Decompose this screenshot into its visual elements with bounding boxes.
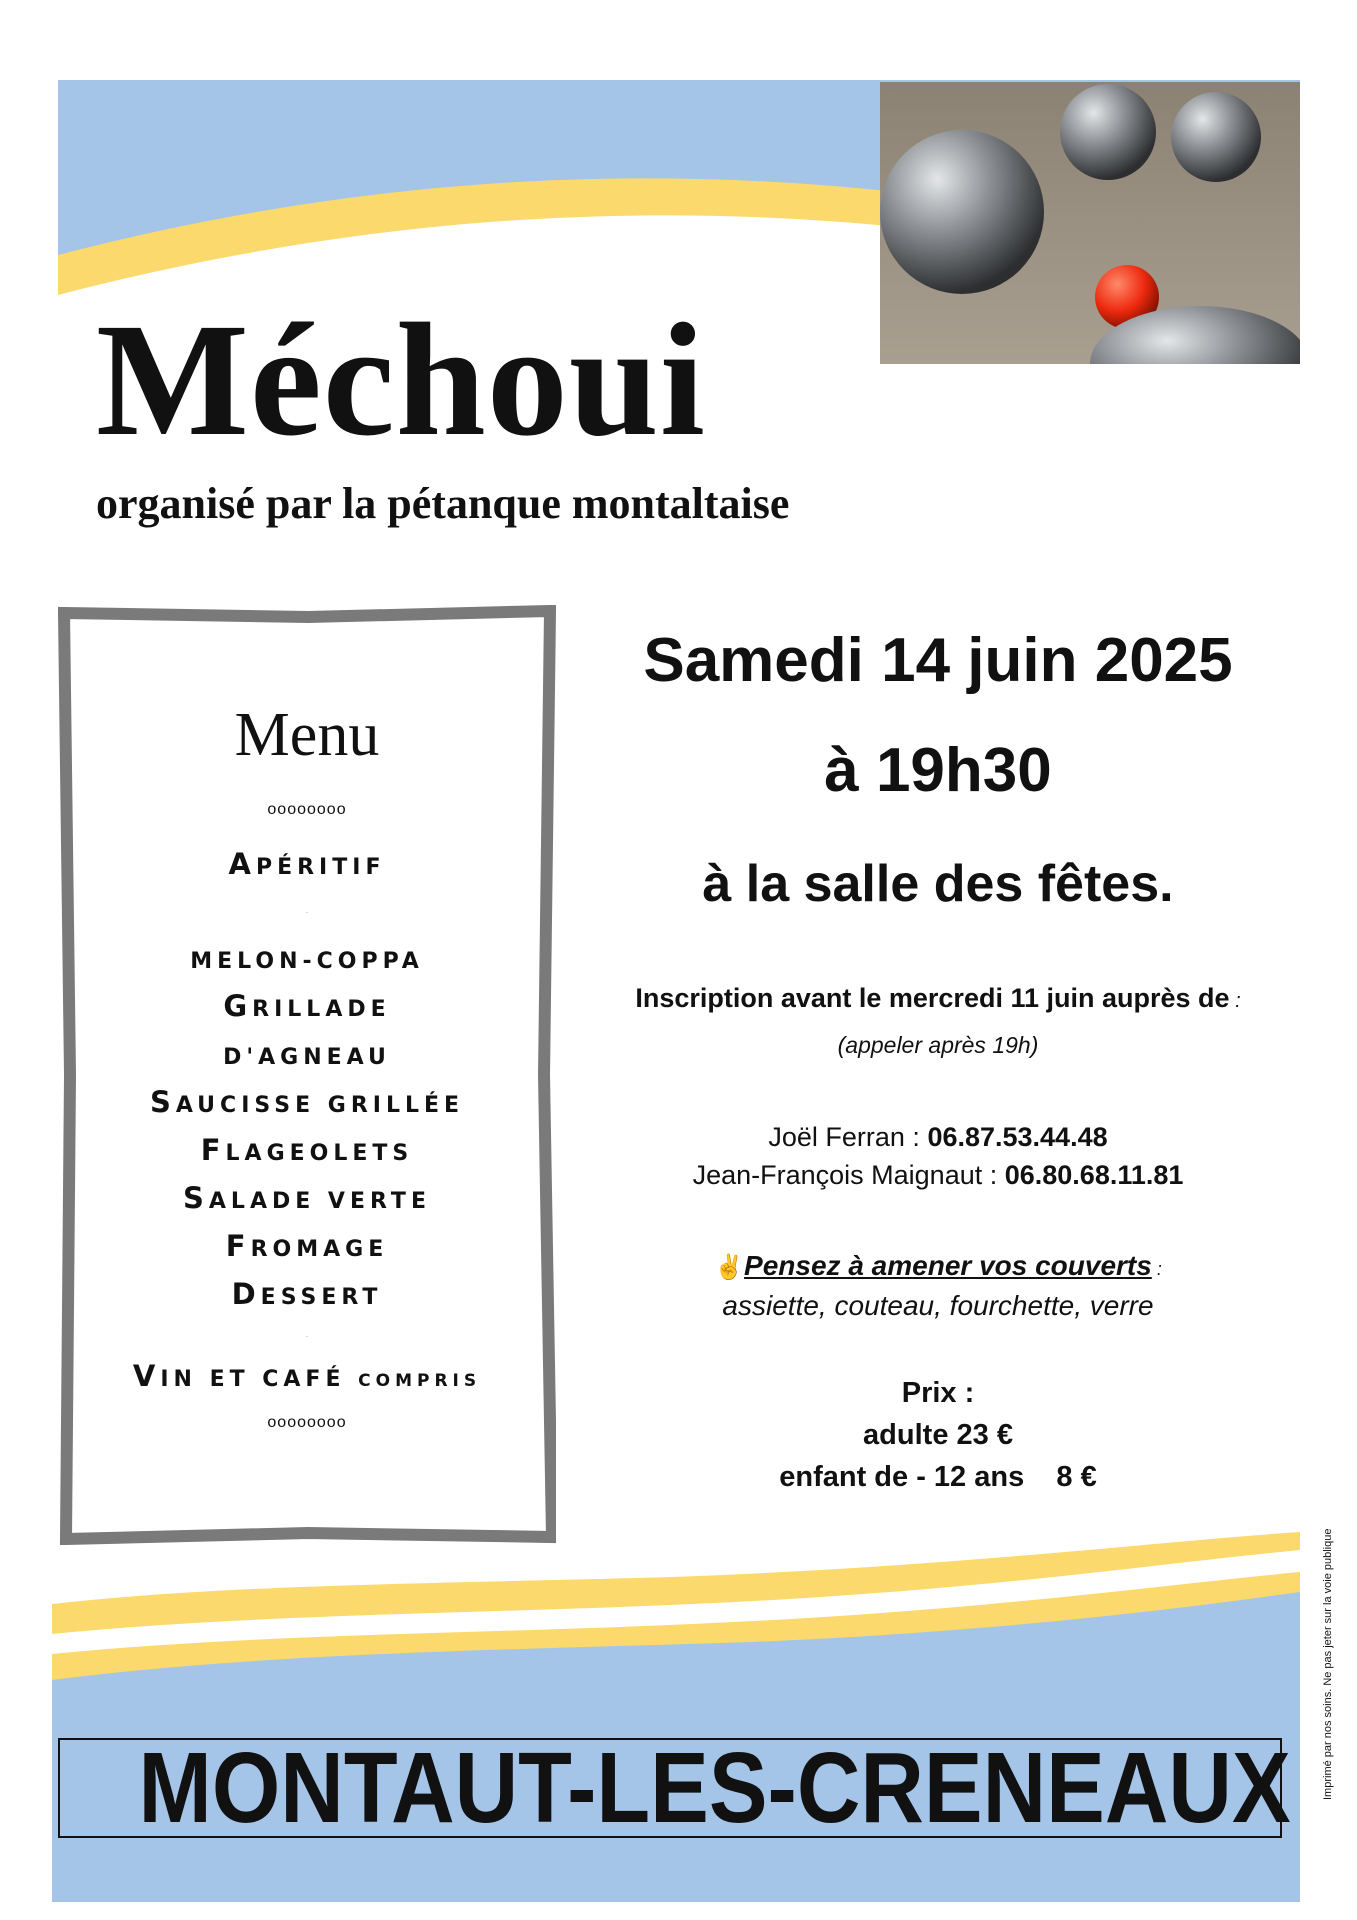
menu-item-wine: VIN ET CAFÉ COMPRIS xyxy=(132,1359,482,1393)
city-box xyxy=(58,1732,1291,1844)
menu-item: DESSERT xyxy=(231,1277,383,1311)
phone-number: 06.87.53.44.48 xyxy=(927,1121,1108,1152)
event-date: Samedi 14 juin 2025 xyxy=(643,626,1233,695)
hand-icon: ✌ xyxy=(714,1253,745,1281)
petanque-balls-photo xyxy=(880,82,1300,364)
boule-back-right xyxy=(1171,92,1261,182)
menu-item: SAUCISSE GRILLÉE xyxy=(149,1085,465,1119)
poster-subtitle: organisé par la pétanque montaltaise xyxy=(96,479,790,528)
print-notice: Imprimé par nos soins. Ne pas jeter sur la voie publique xyxy=(1322,1528,1334,1800)
bottom-wave-band xyxy=(52,1522,1300,1902)
menu-item: SALADE VERTE xyxy=(183,1181,431,1215)
menu-content xyxy=(66,612,548,1431)
contact-ferran: Joël Ferran : 06.87.53.44.48 xyxy=(768,1121,1108,1152)
menu-tiny-mark: · xyxy=(306,1334,308,1340)
price-adult: adulte 23 € xyxy=(863,1419,1013,1452)
event-place: à la salle des fêtes. xyxy=(702,855,1174,913)
menu-dots-bottom: oooooooo xyxy=(267,1414,347,1431)
menu-dots-top: oooooooo xyxy=(267,801,347,818)
menu-item: D'AGNEAU xyxy=(223,1045,391,1070)
cutlery-items: assiette, couteau, fourchette, verre xyxy=(722,1289,1154,1321)
menu-heading: Menu xyxy=(234,701,380,769)
contact-maignaut: Jean-François Maignaut : 06.80.68.11.81 xyxy=(692,1159,1184,1190)
price-child: enfant de - 12 ans 8 € xyxy=(779,1461,1097,1494)
prices xyxy=(568,1372,1308,1498)
boule-front xyxy=(880,130,1044,294)
menu-item: FROMAGE xyxy=(225,1229,389,1263)
price-label: Prix : xyxy=(901,1377,975,1410)
inscription-deadline: Inscription avant le mercredi 11 juin auprès de : xyxy=(635,983,1241,1013)
phone-number: 06.80.68.11.81 xyxy=(1004,1159,1184,1190)
cutlery-reminder: ✌Pensez à amener vos couverts : xyxy=(714,1249,1162,1281)
menu-item: GRILLADE xyxy=(223,989,391,1023)
call-note: (appeler après 19h) xyxy=(837,1032,1039,1059)
menu-item: MELON-COPPA xyxy=(190,949,424,974)
menu-tiny-mark: · xyxy=(306,910,308,916)
event-details xyxy=(568,615,1308,1498)
city-name: MONTAUT-LES-CRENEAUX xyxy=(138,1732,1291,1844)
menu-item: FLAGEOLETS xyxy=(200,1133,414,1167)
menu-item-aperitif: APÉRITIF xyxy=(228,847,386,881)
poster-title: Méchoui xyxy=(96,291,706,470)
boule-back-left xyxy=(1060,84,1156,180)
event-time: à 19h30 xyxy=(824,736,1052,805)
